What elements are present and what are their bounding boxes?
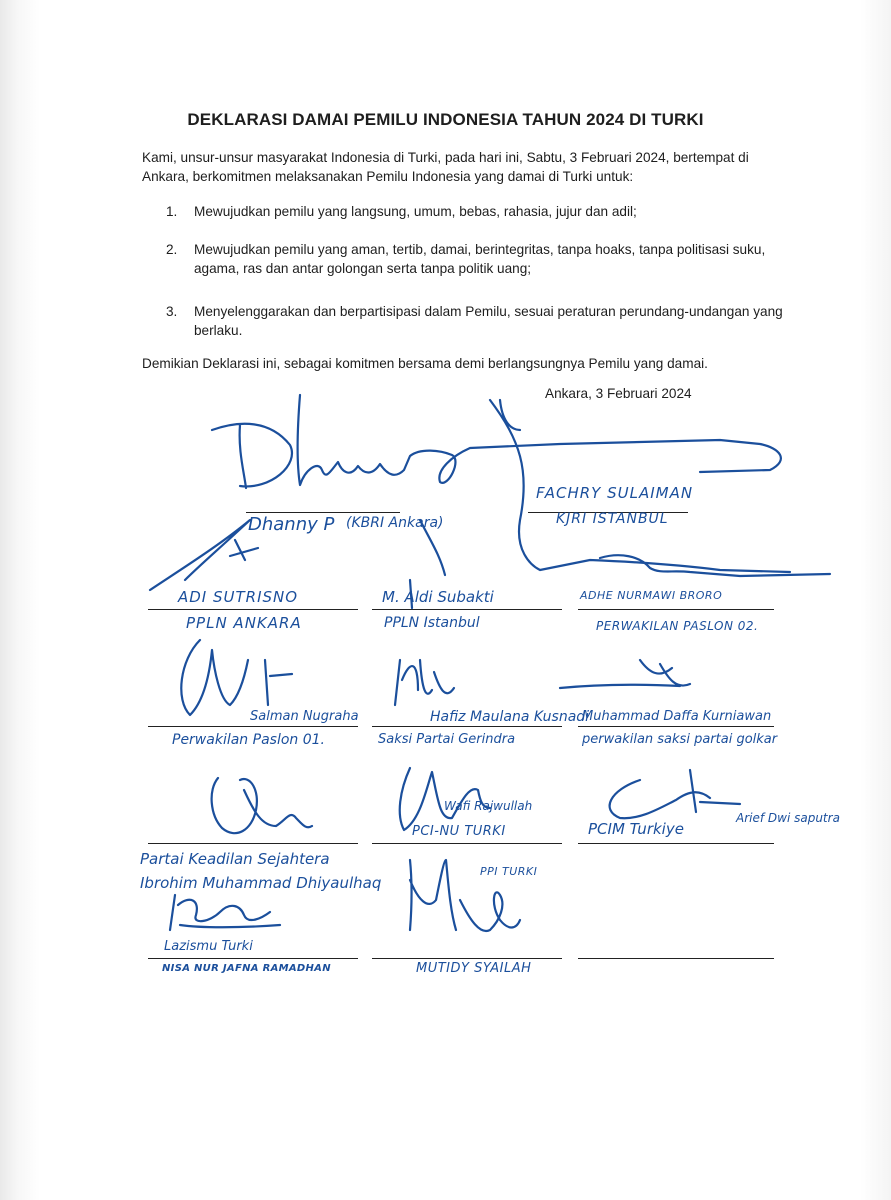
point-text: Mewujudkan pemilu yang aman, tertib, damai, berintegritas, tanpa hoaks, tanpa politisasi suku, agama, ras dan antar golongan serta tanpa politik uang; [194,242,766,276]
signatory-org: PCIM Turkiye [588,820,684,838]
signature-line [246,512,400,513]
signatory-name: FACHRY SULAIMAN [536,484,694,502]
signatory-name: Arief Dwi saputra [736,811,840,825]
intro-paragraph: Kami, unsur-unsur masyarakat Indonesia di Turki, pada hari ini, Sabtu, 3 Februari 2024, bertempat di Ankara, berkomitmen melaksanakan Pemilu Indonesia yang damai di Turki untuk: [142,150,749,184]
signature-mark [212,395,781,488]
signature-mark [610,770,740,818]
signatory-org: PPLN Istanbul [384,615,480,631]
point-text: Menyelenggarakan dan berpartisipasi dalam Pemilu, sesuai peraturan perundang-undangan yang berlaku. [194,304,783,338]
signature-mark [170,895,280,930]
signatory-org: Ibrohim Muhammad Dhiyaulhaq [140,874,382,892]
signature-line [578,958,774,959]
place-date: Ankara, 3 Februari 2024 [545,386,692,401]
signature-mark [181,640,292,715]
signatory-org: Perwakilan Paslon 01. [172,732,325,748]
document-title: DEKLARASI DAMAI PEMILU INDONESIA TAHUN 2024 DI TURKI [187,110,704,129]
closing-paragraph: Demikian Deklarasi ini, sebagai komitmen bersama demi berlangsungnya Pemilu yang damai. [142,356,708,371]
signature-line [372,609,562,610]
signature-line [372,726,562,727]
signatory-name: M. Aldi Subakti [382,588,494,606]
point-number: 2. [166,242,178,257]
list-item [166,240,786,278]
signatory-org: PERWAKILAN PASLON 02. [596,619,759,633]
signature-line [372,843,562,844]
signatory-org: PPLN ANKARA [186,614,302,632]
list-item [166,202,786,221]
signatory-org: Saksi Partai Gerindra [378,732,516,747]
signatory-name: Muhammad Daffa Kurniawan [582,709,772,724]
signatory-org: PPI TURKI [480,865,538,878]
signature-mark [395,660,454,705]
point-number: 3. [166,304,178,319]
signature-line [148,843,358,844]
signatory-org: KJRI ISTANBUL [556,511,669,527]
signatory-name: ADHE NURMAWI BRORO [580,589,723,602]
point-text: Mewujudkan pemilu yang langsung, umum, bebas, rahasia, jujur dan adil; [194,204,637,219]
signatory-name: Hafiz Maulana Kusnadi [430,709,590,725]
signature-line [578,726,774,727]
signatory-org: (KBRI Ankara) [346,515,444,531]
signature-line [148,609,358,610]
list-item [166,302,786,340]
signature-mark [560,660,690,688]
signatory-org: Lazismu Turki [164,939,253,954]
signatory-name: Wafi Rajwullah [444,799,533,813]
signatory-name: ADI SUTRISNO [178,588,299,606]
signature-line [148,958,358,959]
signature-line [148,726,358,727]
signature-mark [600,555,830,576]
signature-line [578,843,774,844]
signatory-name: Salman Nugraha [250,709,359,724]
signatory-name: MUTIDY SYAILAH [416,961,532,976]
signature-mark [150,520,258,590]
signatory-name: Partai Keadilan Sejahtera [140,850,330,868]
point-number: 1. [166,204,178,219]
signatory-org: perwakilan saksi partai golkar [582,732,778,747]
signature-mark [212,778,312,833]
signature-line [578,609,774,610]
signatory-name: Dhanny P [248,514,335,535]
signatory-name: NISA NUR JAFNA RAMADHAN [162,963,331,974]
signature-line [372,958,562,959]
signatory-org: PCI-NU TURKI [412,824,506,839]
